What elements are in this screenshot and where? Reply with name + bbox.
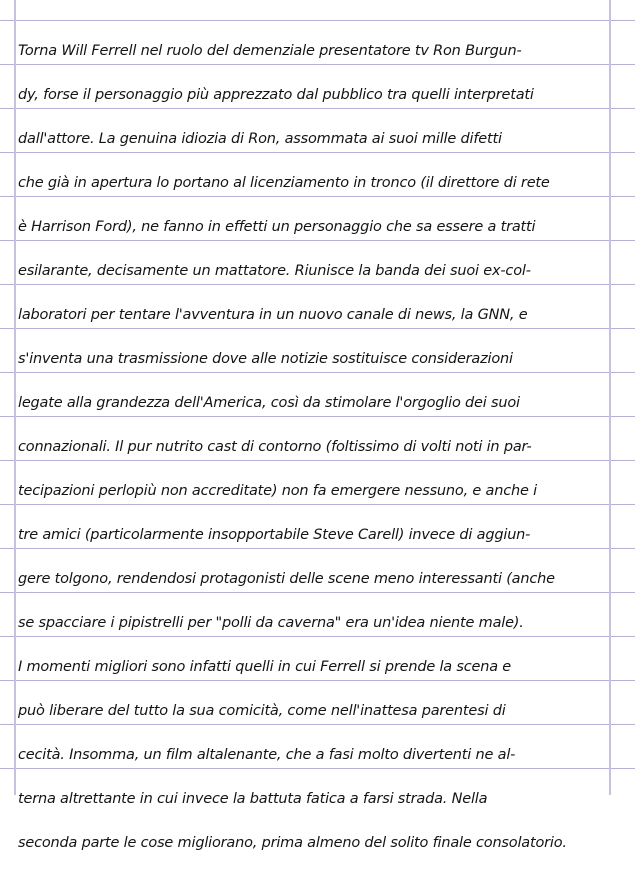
text-line: s'inventa una trasmissione dove alle notizie sostituisce considerazioni xyxy=(18,351,513,367)
text-line: dall'attore. La genuina idiozia di Ron, assommata ai suoi mille difetti xyxy=(18,131,502,147)
text-line: tre amici (particolarmente insopportabile Steve Carell) invece di aggiun- xyxy=(18,527,531,543)
text-line: gere tolgono, rendendosi protagonisti delle scene meno interessanti (anche xyxy=(18,571,555,587)
text-line: legate alla grandezza dell'America, così da stimolare l'orgoglio dei suoi xyxy=(18,395,520,411)
text-line: che già in apertura lo portano al licenziamento in tronco (il direttore di rete xyxy=(18,175,550,191)
text-line: esilarante, decisamente un mattatore. Riunisce la banda dei suoi ex-col- xyxy=(18,263,531,279)
text-line: seconda parte le cose migliorano, prima almeno del solito finale consolatorio. xyxy=(18,835,567,851)
text-line: è Harrison Ford), ne fanno in effetti un personaggio che sa essere a tratti xyxy=(18,219,536,235)
text-line: Torna Will Ferrell nel ruolo del demenziale presentatore tv Ron Burgun- xyxy=(18,43,522,59)
text-line: terna altrettante in cui invece la battuta fatica a farsi strada. Nella xyxy=(18,791,488,807)
text-line: cecità. Insomma, un film altalenante, che a fasi molto divertenti ne al- xyxy=(18,747,516,763)
text-line: tecipazioni perlopiù non accreditate) non fa emergere nessuno, e anche i xyxy=(18,483,537,499)
text-line: I momenti migliori sono infatti quelli in cui Ferrell si prende la scena e xyxy=(18,659,512,675)
text-line: se spacciare i pipistrelli per "polli da caverna" era un'idea niente male). xyxy=(18,615,524,631)
handwritten-text xyxy=(18,38,610,874)
text-line: può liberare del tutto la sua comicità, come nell'inattesa parentesi di xyxy=(18,703,506,719)
text-line: laboratori per tentare l'avventura in un nuovo canale di news, la GNN, e xyxy=(18,307,528,323)
text-line: connazionali. Il pur nutrito cast di contorno (foltissimo di volti noti in par- xyxy=(18,439,532,455)
text-line: dy, forse il personaggio più apprezzato dal pubblico tra quelli interpretati xyxy=(18,87,534,103)
